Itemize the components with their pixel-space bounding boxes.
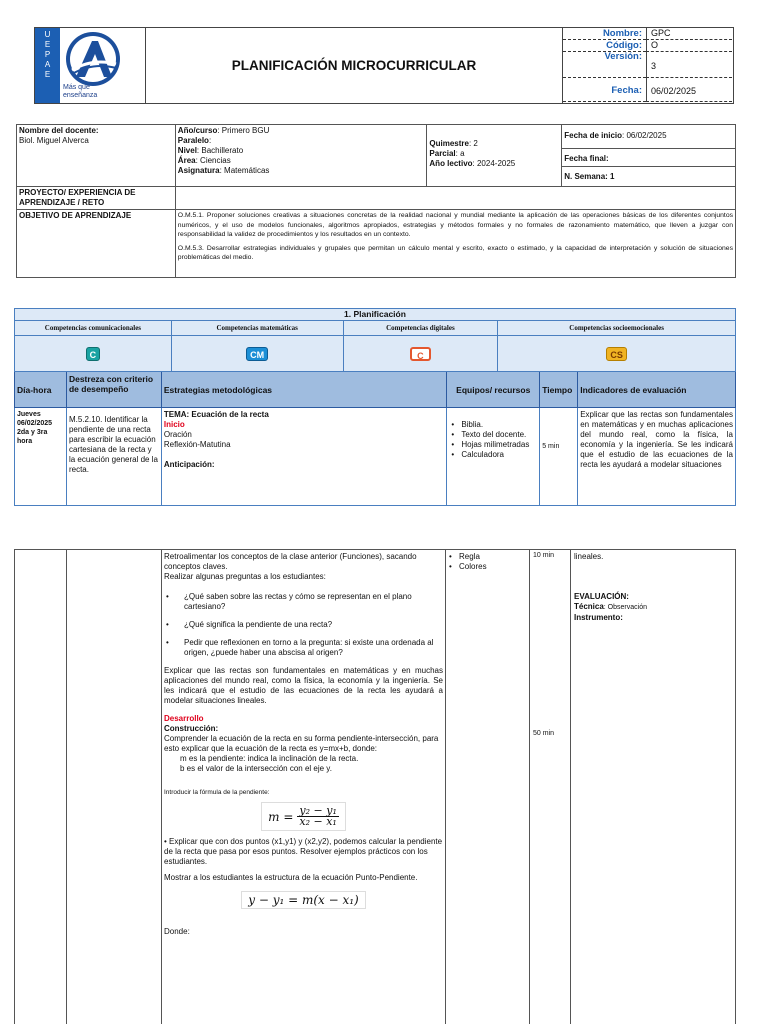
paragraph: Donde: xyxy=(164,927,190,936)
fecha-inicio-label: Fecha de inicio xyxy=(564,131,623,140)
meta-row xyxy=(563,78,733,102)
document-header xyxy=(34,27,734,104)
anio-lectivo-value: : 2024-2025 xyxy=(472,159,516,168)
meta-value: 3 xyxy=(646,52,732,78)
tema-text: TEMA: Ecuación de la recta xyxy=(163,410,269,419)
paragraph: Explicar que las rectas son fundamentales en matemáticas y en muchas aplicaciones del mundo real, como la física, la economía y la ingeniería. Se les indicará que el estudio de las ecuaciones de la recta les ayudará a modelar situaciones lineales. xyxy=(164,666,443,705)
section-title: 1. Planificación xyxy=(15,309,736,321)
paragraph: • Explicar que con dos puntos (x1,y1) y (x2,y2), podemos calcular la pendiente de la recta que pasa por esos puntos. Resolver ejemplos prácticos con los estudiantes. xyxy=(164,837,443,866)
period-cell xyxy=(427,125,562,187)
estrategias-continuation xyxy=(164,552,443,937)
recurso-item: • Colores xyxy=(447,562,527,572)
formula-denominator: x₂ − x₁ xyxy=(299,815,337,828)
evaluacion-heading: EVALUACIÓN: xyxy=(574,592,629,601)
docente-cell xyxy=(17,125,176,187)
competencia-label: Competencias comunicacionales xyxy=(15,321,172,336)
question-item: • ¿Qué significa la pendiente de una recta? xyxy=(164,620,443,630)
recursos-continuation xyxy=(447,552,527,572)
formula-lhs: m = xyxy=(268,809,294,824)
meta-label: Versión: xyxy=(563,52,646,78)
nivel-label: Nivel xyxy=(177,146,197,155)
anio-lectivo-label: Año lectivo xyxy=(429,159,473,168)
meta-value: GPC xyxy=(646,28,732,40)
point-slope-formula xyxy=(164,891,443,909)
acronym-letter: A xyxy=(44,60,51,69)
competencia-icon-cell xyxy=(15,336,172,372)
meta-label: Nombre: xyxy=(563,28,646,40)
recurso-item: • Hojas milimetradas xyxy=(449,440,537,450)
competencia-label: Competencias matemáticas xyxy=(171,321,343,336)
slogan: Más que enseñanza xyxy=(63,84,98,99)
document-meta xyxy=(563,28,733,102)
formula-text: y − y₁ = m(x − x₁) xyxy=(241,891,366,909)
fecha-inicio-value: : 06/02/2025 xyxy=(622,131,667,140)
recurso-item: • Regla xyxy=(447,552,527,562)
docente-label: Nombre del docente: xyxy=(19,126,99,135)
paragraph: Introducir la fórmula de la pendiente: xyxy=(164,789,270,796)
tiempo-value: 50 min xyxy=(533,730,555,737)
acronym-letter: P xyxy=(44,50,51,59)
competencia-label: Competencias digitales xyxy=(343,321,498,336)
objetivo-text: O.M.5.1. Proponer soluciones creativas a situaciones concretas de la realidad nacional y mundial mediante la aplicación de las operaciones básicas de los diferentes conjuntos numéricos, y el uso de modelos funcionales, algoritmos apropiados, estrategias y métodos formales y no formales de razonamiento matemático, que lleven a juzgar con responsabilidad la validez de procedimientos y los resultados en un contexto. xyxy=(177,212,733,238)
indicadores-continuation xyxy=(574,552,732,623)
semana-label: N. Semana: 1 xyxy=(564,172,615,181)
socioemotional-icon: CS xyxy=(606,347,627,361)
recursos-cell xyxy=(447,408,540,506)
inicio-text: Inicio xyxy=(163,420,185,429)
digital-icon: C xyxy=(410,347,431,361)
meta-row xyxy=(563,28,733,40)
proyecto-value xyxy=(175,187,735,210)
anio-label: Año/curso xyxy=(177,126,218,135)
column-header: Estrategias metodológicas xyxy=(161,372,446,408)
paragraph: b es el valor de la intersección con el eje y. xyxy=(180,764,332,773)
acronym-letter: E xyxy=(44,40,51,49)
quimestre-value: : 2 xyxy=(468,139,478,148)
tiempo-value: 10 min xyxy=(533,552,555,559)
page-title: PLANIFICACIÓN MICROCURRICULAR xyxy=(231,58,477,73)
meta-label: Fecha: xyxy=(563,78,646,102)
paralelo-label: Paralelo xyxy=(177,136,209,145)
divider xyxy=(161,550,162,1024)
objetivo-cell xyxy=(175,210,735,278)
info-table xyxy=(16,124,736,278)
tecnica-value: : Observación xyxy=(603,604,647,611)
tiempo-cell: 5 min xyxy=(540,408,578,506)
area-value: : Ciencias xyxy=(195,156,231,165)
estrategias-cell xyxy=(161,408,446,506)
asignatura-value: : Matemáticas xyxy=(219,166,270,175)
divider xyxy=(529,550,530,1024)
slope-formula xyxy=(164,802,443,831)
dates-cell xyxy=(562,125,736,187)
construccion-heading: Construcción: xyxy=(164,724,219,733)
meta-row xyxy=(563,52,733,78)
dia-cell: Jueves 06/02/2025 2da y 3ra hora xyxy=(15,408,67,506)
paralelo-value: : xyxy=(208,136,212,145)
question-item: • Pedir que reflexionen en torno a la pregunta: si existe una ordenada al origen, ¿puede haber una abscisa al origen? xyxy=(164,638,443,658)
column-header: Equipos/ recursos xyxy=(447,372,540,408)
divider xyxy=(445,550,446,1024)
paragraph: Realizar algunas preguntas a los estudiantes: xyxy=(164,572,326,581)
acronym-letter: E xyxy=(44,70,51,79)
formula-numerator: y₂ − y₁ xyxy=(299,804,337,817)
paragraph: Mostrar a los estudiantes la estructura de la ecuación Punto-Pendiente. xyxy=(164,873,418,882)
anticipacion-text: Anticipación: xyxy=(163,460,215,469)
docente-value: Biol. Miguel Alverca xyxy=(19,136,89,145)
area-label: Área xyxy=(177,156,196,165)
paragraph: Retroalimentar los conceptos de la clase anterior (Funciones), sacando conceptos claves. xyxy=(164,552,417,571)
nivel-value: : Bachillerato xyxy=(196,146,244,155)
meta-label: Código: xyxy=(563,40,646,52)
indicador-cell: Explicar que las rectas son fundamentales en matemáticas y en muchas aplicaciones del mundo real, como la física, la economía y la ingeniería. Se les indicará que el estudio de las ecuaciones de la recta les ayudará a modelar situaciones xyxy=(578,408,736,506)
continuation-table xyxy=(14,549,736,1024)
column-header: Tiempo xyxy=(540,372,578,408)
recurso-item: • Calculadora xyxy=(449,450,537,460)
communication-icon: C xyxy=(86,347,101,361)
meta-value: O xyxy=(646,40,732,52)
instrumento-label: Instrumento: xyxy=(574,613,623,622)
quimestre-label: Quimestre xyxy=(429,139,469,148)
reflexion-text: Reflexión-Matutina xyxy=(163,440,231,449)
paragraph: m es la pendiente: indica la inclinación de la recta. xyxy=(180,754,359,763)
acronym-bar xyxy=(35,28,60,103)
divider xyxy=(570,550,571,1024)
paragraph: lineales. xyxy=(574,552,604,561)
competencia-icon-cell xyxy=(171,336,343,372)
column-header: Día-hora xyxy=(15,372,67,408)
parcial-value: : a xyxy=(455,149,465,158)
planning-table xyxy=(14,308,736,506)
question-item: • ¿Qué saben sobre las rectas y cómo se representan en el plano cartesiano? xyxy=(164,592,443,612)
objetivo-label: OBJETIVO DE APRENDIZAJE xyxy=(17,210,176,278)
competencia-label: Competencias socioemocionales xyxy=(498,321,736,336)
tecnica-label: Técnica xyxy=(574,602,604,611)
anio-value: : Primero BGU xyxy=(217,126,270,135)
oracion-text: Oración xyxy=(163,430,192,439)
divider xyxy=(66,550,67,1024)
fecha-inicio xyxy=(562,125,735,149)
recurso-item: • Biblia. xyxy=(449,420,537,430)
fraction xyxy=(297,806,338,827)
proyecto-label: PROYECTO/ EXPERIENCIA DE APRENDIZAJE / RETO xyxy=(17,187,176,210)
asignatura-label: Asignatura xyxy=(177,166,220,175)
acronym-letter: U xyxy=(44,30,51,39)
meta-row xyxy=(563,40,733,52)
recurso-item: • Texto del docente. xyxy=(449,430,537,440)
competencia-icon-cell xyxy=(498,336,736,372)
school-logo xyxy=(62,30,124,88)
objetivo-text: O.M.5.3. Desarrollar estrategias individuales y grupales que permitan un cálculo mental y escrito, exacto o estimado, y la capacidad de interpretación y solución de situaciones problemáticas del medio. xyxy=(177,244,733,261)
fecha-final-label: Fecha final: xyxy=(562,149,735,167)
math-icon: CM xyxy=(246,347,268,361)
competencia-icon-cell xyxy=(343,336,498,372)
column-header: Destreza con criterio de desempeño xyxy=(66,372,161,408)
course-cell xyxy=(175,125,427,187)
destreza-cell: M.5.2.10. Identificar la pendiente de una recta para escribir la ecuación cartesiana de la recta y la ecuación general de la recta. xyxy=(66,408,161,506)
paragraph: Comprender la ecuación de la recta en su forma pendiente-intersección, para esto explicar que la ecuación de la recta es y=mx+b, donde: xyxy=(164,734,439,753)
desarrollo-heading: Desarrollo xyxy=(164,714,204,723)
column-header: Indicadores de evaluación xyxy=(578,372,736,408)
parcial-label: Parcial xyxy=(429,149,456,158)
meta-value: 06/02/2025 xyxy=(646,78,732,102)
